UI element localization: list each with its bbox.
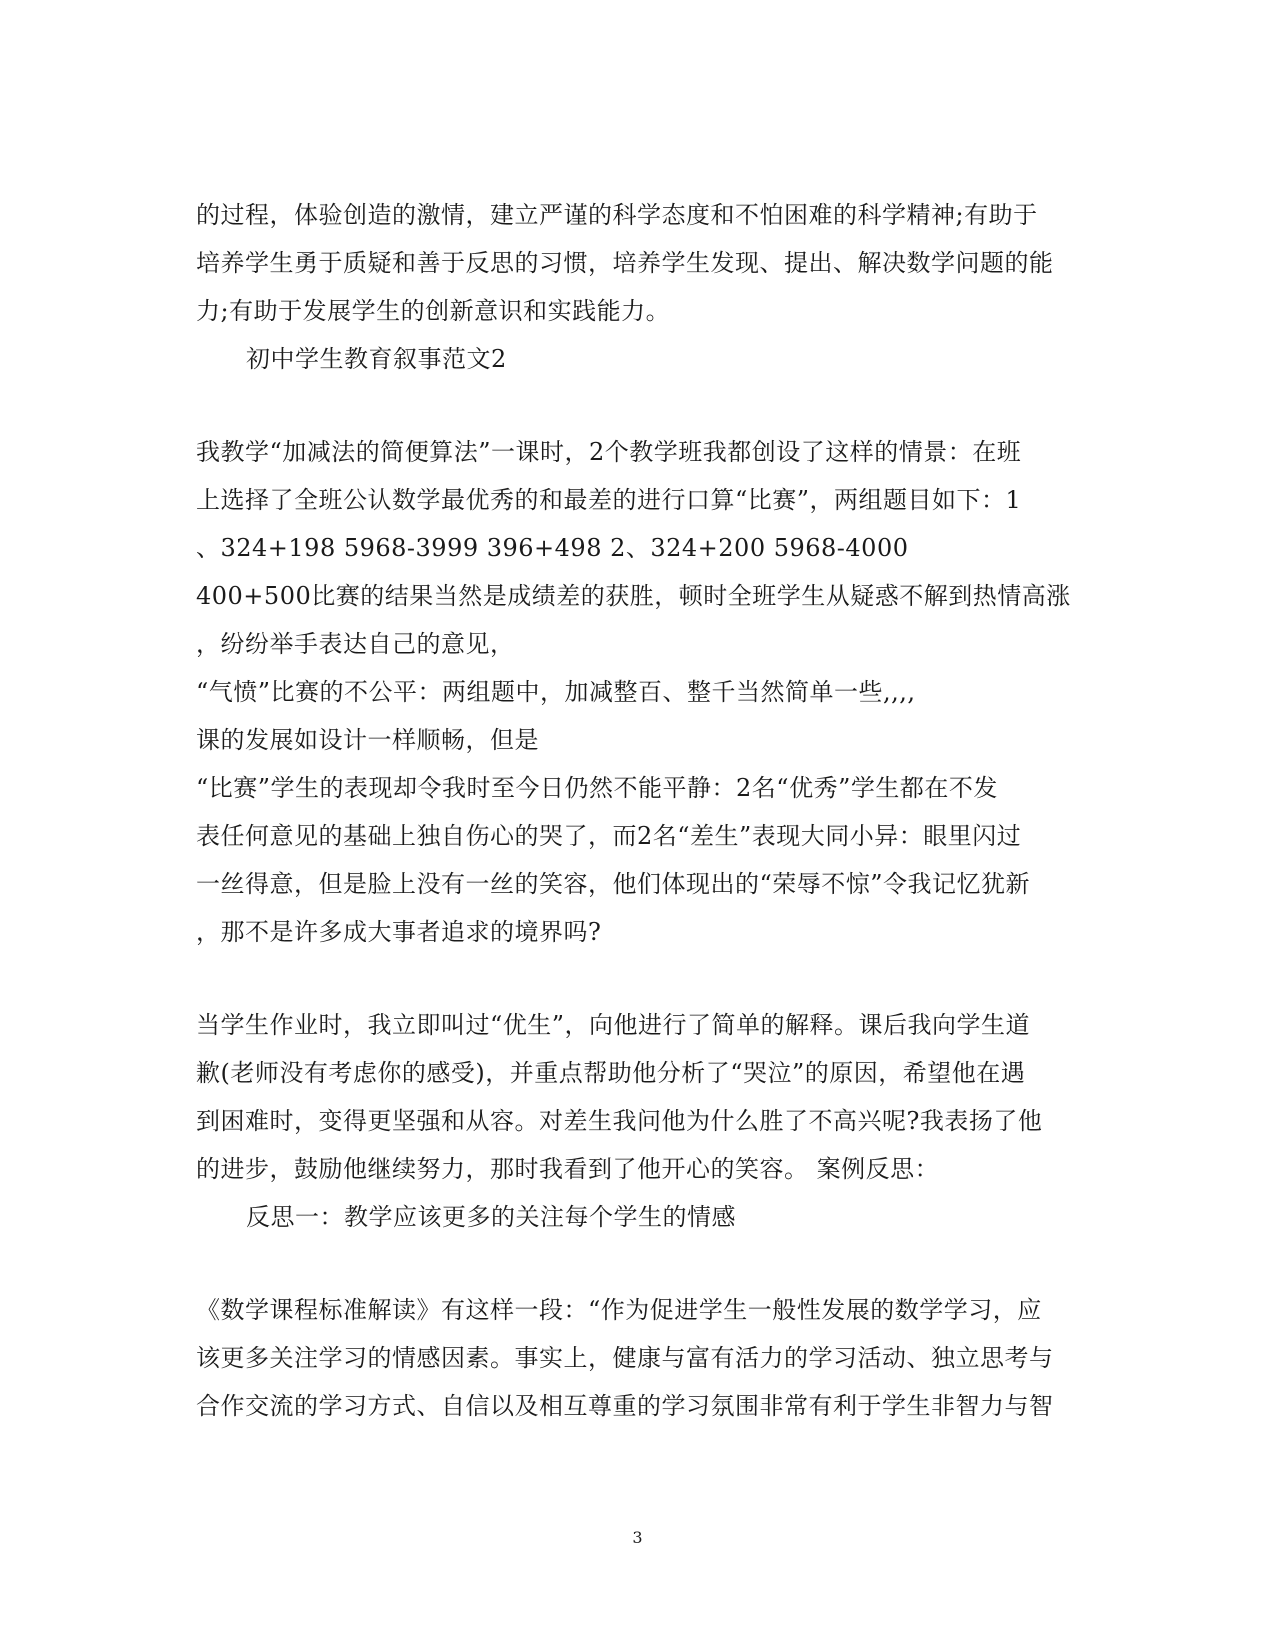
text-line: 一丝得意，但是脸上没有一丝的笑容，他们体现出的“荣辱不惊”令我记忆犹新 [196,870,1031,898]
page-number: 3 [632,1528,643,1547]
text-line: 《数学课程标准解读》有这样一段：“作为促进学生一般性发展的数学学习，应 [196,1296,1042,1324]
text-line: 力;有助于发展学生的创新意识和实践能力。 [196,297,671,325]
text-line: 合作交流的学习方式、自信以及相互尊重的学习氛围非常有利于学生非智力与智 [196,1392,1054,1420]
text-line: 当学生作业时，我立即叫过“优生”，向他进行了简单的解释。课后我向学生道 [196,1011,1031,1039]
text-line: 课的发展如设计一样顺畅，但是 [196,726,539,754]
text-line: 的过程，体验创造的激情，建立严谨的科学态度和不怕困难的科学精神;有助于 [196,201,1038,229]
text-line: 表任何意见的基础上独自伤心的哭了，而2名“差生”表现大同小异：眼里闪过 [196,822,1022,850]
text-line: “气愤”比赛的不公平：两组题中，加减整百、整千当然简单一些,,,, [196,678,916,706]
text-line: 该更多关注学习的情感因素。事实上，健康与富有活力的学习活动、独立思考与 [196,1344,1054,1372]
text-line: “比赛”学生的表现却令我时至今日仍然不能平静：2名“优秀”学生都在不发 [196,774,998,802]
text-line: 歉(老师没有考虑你的感受)，并重点帮助他分析了“哭泣”的原因，希望他在遇 [196,1059,1026,1087]
text-line: ，那不是许多成大事者追求的境界吗? [196,918,602,946]
text-line: 上选择了全班公认数学最优秀的和最差的进行口算“比赛”，两组题目如下：1 [196,486,1022,514]
text-line: 培养学生勇于质疑和善于反思的习惯，培养学生发现、提出、解决数学问题的能 [196,249,1054,277]
section-heading: 反思一：教学应该更多的关注每个学生的情感 [246,1203,736,1231]
text-line: 到困难时，变得更坚强和从容。对差生我问他为什么胜了不高兴呢?我表扬了他 [196,1107,1043,1135]
text-line: 400+500比赛的结果当然是成绩差的获胜，顿时全班学生从疑惑不解到热情高涨 [196,582,1071,610]
text-line: 的进步，鼓励他继续努力，那时我看到了他开心的笑容。 案例反思： [196,1155,940,1183]
text-line: ，纷纷举手表达自己的意见， [196,630,515,658]
section-heading: 初中学生教育叙事范文2 [246,345,507,373]
text-line: 我教学“加减法的简便算法”一课时，2个教学班我都创设了这样的情景：在班 [196,438,1022,466]
text-line: 、324+198 5968-3999 396+498 2、324+200 5968-4000 [196,534,909,562]
